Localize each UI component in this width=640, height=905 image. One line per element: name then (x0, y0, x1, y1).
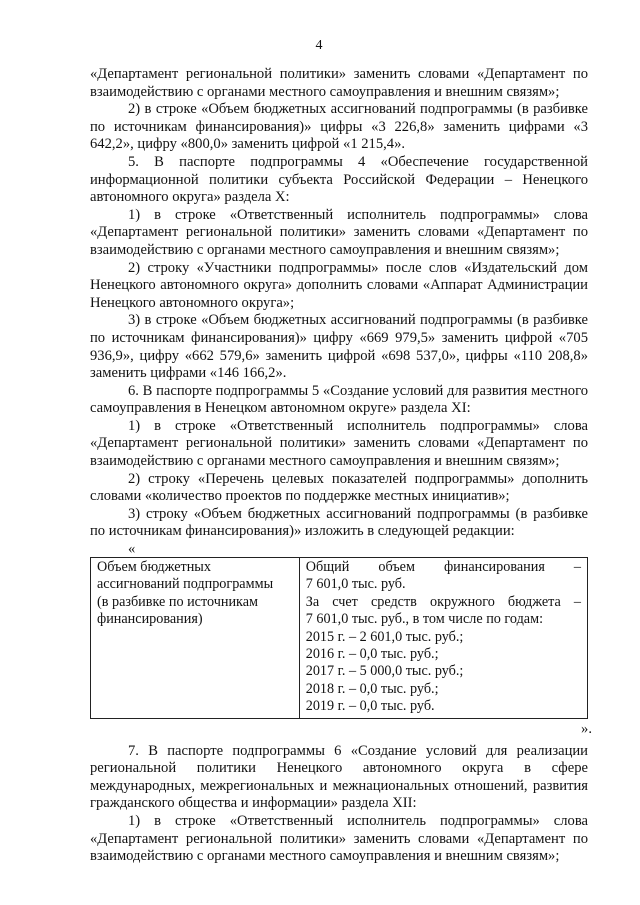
table-label-line: ассигнований подпрограммы (97, 576, 274, 593)
table-value-line: 7 601,0 тыс. руб. (305, 576, 406, 593)
paragraph: 3) в строке «Объем бюджетных ассигнований подпрограммы (в разбивке по источникам финансирования)» цифру «669 979,5» заменить цифрой «705 936,9», цифру «662 579,6» заменить цифрой «698 537,0», цифры «110 208,8» заменить цифрами «146 166,2». (90, 312, 588, 382)
paragraph: 3) строку «Объем бюджетных ассигнований подпрограммы (в разбивке по источникам финансирования)» изложить в следующей редакции: (90, 505, 588, 540)
paragraph: 6. В паспорте подпрограммы 5 «Создание условий для развития местного самоуправления в Ненецком автономном округе» раздела XI: (90, 382, 588, 417)
table-value-line: За счет средств окружного бюджета – (305, 593, 581, 610)
table-label-line: финансирования) (97, 611, 203, 628)
closing-quote-mark: ». (581, 720, 592, 737)
table-value-line: 2019 г. – 0,0 тыс. руб. (305, 698, 435, 715)
table-value-line: 2018 г. – 0,0 тыс. руб.; (305, 680, 439, 697)
budget-table-row (91, 558, 588, 719)
paragraph: 5. В паспорте подпрограммы 4 «Обеспечение государственной информационной политики субъекта Российской Федерации – Ненецкого автономного округа» раздела X: (90, 153, 588, 206)
table-value-line: Общий объем финансирования – (305, 559, 581, 576)
paragraph: 1) в строке «Ответственный исполнитель подпрограммы» слова «Департамент региональной политики» заменить словами «Департамент по взаимодействию с органами местного самоуправления и внешним связям»; (90, 206, 588, 258)
table-value-line: 2017 г. – 5 000,0 тыс. руб.; (305, 663, 464, 680)
page-number: 4 (315, 38, 323, 53)
paragraph: 2) в строке «Объем бюджетных ассигнований подпрограммы (в разбивке по источникам финансирования)» цифры «3 226,8» заменить цифрами «3 642,2», цифру «800,0» заменить цифрой «1 215,4». (90, 101, 588, 153)
paragraph: 2) строку «Перечень целевых показателей подпрограммы» дополнить словами «количество проектов по поддержке местных инициатив»; (90, 470, 588, 505)
top-paragraphs (90, 66, 588, 541)
budget-table-value-cell (299, 558, 587, 719)
table-value-line: 2015 г. – 2 601,0 тыс. руб.; (305, 628, 464, 645)
paragraph: 2) строку «Участники подпрограммы» после слов «Издательский дом Ненецкого автономного округа» дополнить словами «Аппарат Администрации Ненецкого автономного округа»; (90, 259, 588, 311)
paragraph: 1) в строке «Ответственный исполнитель подпрограммы» слова «Департамент региональной политики» заменить словами «Департамент по взаимодействию с органами местного самоуправления и внешним связям»; (90, 417, 588, 470)
budget-table (90, 557, 588, 719)
bottom-paragraphs (90, 743, 588, 866)
paragraph: «Департамент региональной политики» заменить словами «Департамент по взаимодействию с органами местного самоуправления и внешним связям»; (90, 66, 588, 100)
table-value-line: 2016 г. – 0,0 тыс. руб.; (305, 646, 439, 663)
paragraph: 7. В паспорте подпрограммы 6 «Создание условий для реализации региональной политики Ненецкого автономного округа в сфере международных, межрегиональных и межнациональных отношений, развития гражданского общества и информации» раздела XII: (90, 742, 588, 812)
table-label-line: (в разбивке по источникам (97, 593, 258, 610)
table-label-line: Объем бюджетных (97, 559, 211, 576)
opening-quote-mark: « (128, 541, 136, 558)
budget-table-label-cell (91, 558, 300, 719)
table-value-line: 7 601,0 тыс. руб., в том числе по годам: (305, 611, 544, 628)
paragraph: 1) в строке «Ответственный исполнитель подпрограммы» слова «Департамент региональной политики» заменить словами «Департамент по взаимодействию с органами местного самоуправления и внешним связям»; (90, 813, 588, 865)
